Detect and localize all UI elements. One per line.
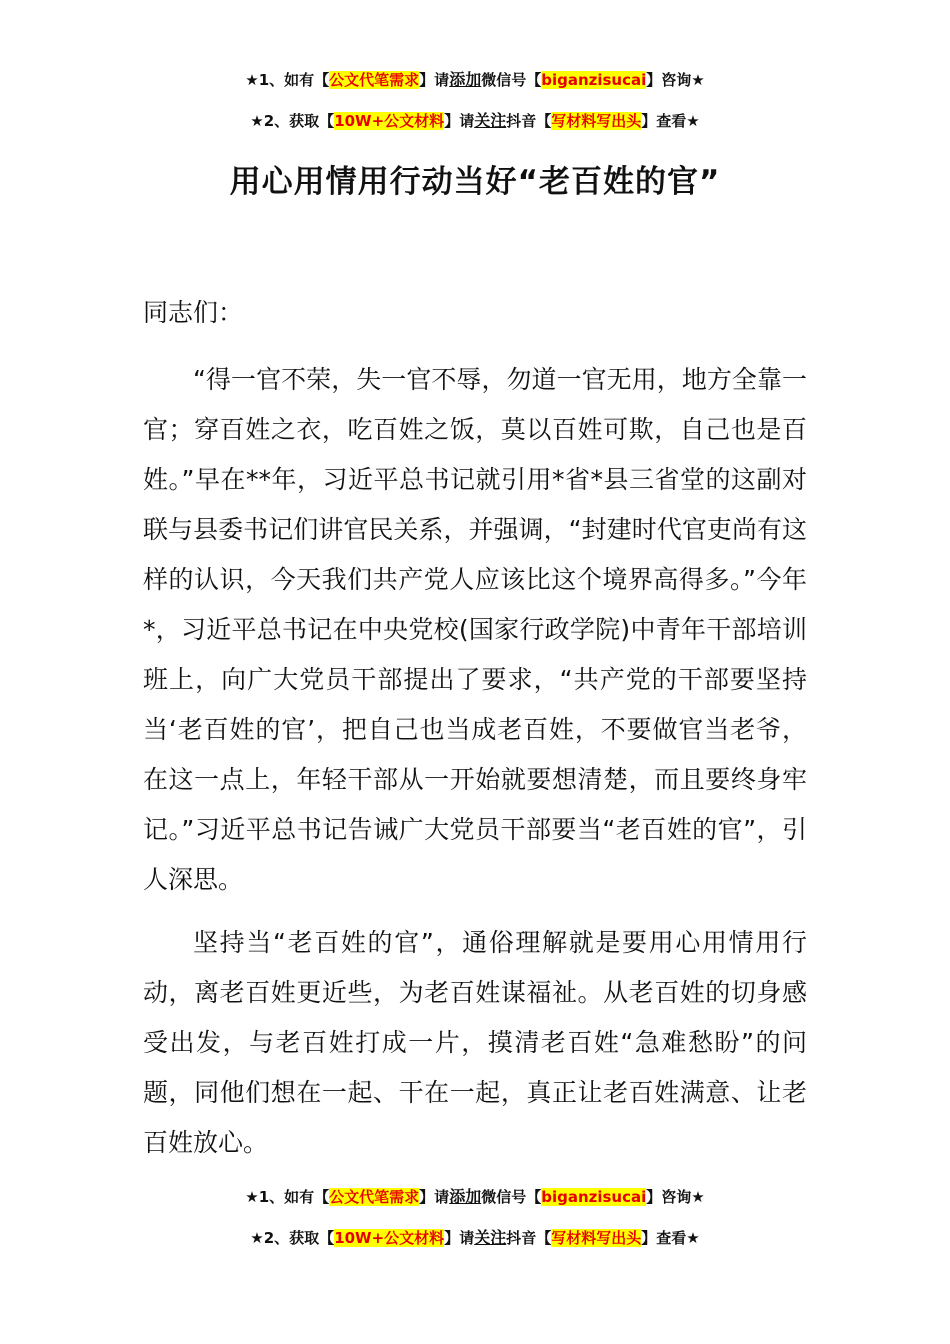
promo-text: 】请 xyxy=(419,71,450,89)
promo-text: 】请 xyxy=(419,1188,450,1206)
promo-action-follow: 关注 xyxy=(474,1228,507,1247)
promo-text: 】请 xyxy=(444,1229,475,1247)
promo-text: 】查看★ xyxy=(641,112,700,130)
promo-text: 】咨询★ xyxy=(646,1188,705,1206)
promo-line-2-bottom xyxy=(0,1227,950,1249)
promo-highlight-douyin: 写材料写出头 xyxy=(551,112,642,130)
promo-text: 】查看★ xyxy=(641,1229,700,1247)
promo-text: ★2、获取【 xyxy=(250,112,335,130)
promo-text: 抖音【 xyxy=(506,1229,552,1247)
promo-action-follow: 关注 xyxy=(474,111,507,130)
promo-text: ★1、如有【 xyxy=(245,71,330,89)
promo-action-add: 添加 xyxy=(449,70,482,89)
promo-text: 】咨询★ xyxy=(646,71,705,89)
promo-highlight-douyin: 写材料写出头 xyxy=(551,1229,642,1247)
promo-text: 微信号【 xyxy=(481,71,542,89)
document-title: 用心用情用行动当好“老百姓的官” xyxy=(229,164,721,200)
promo-text: ★2、获取【 xyxy=(250,1229,335,1247)
promo-highlight-materials: 10W+公文材料 xyxy=(334,1229,445,1247)
promo-text: 】请 xyxy=(444,112,475,130)
promo-highlight-wechat: biganzisucai xyxy=(541,71,647,89)
promo-highlight-materials: 10W+公文材料 xyxy=(334,112,445,130)
paragraph-2: 坚持当“老百姓的官”，通俗理解就是要用心用情用行动，离老百姓更近些，为老百姓谋福祉。从老百姓的切身感受出发，与老百姓打成一片，摸清老百姓“急难愁盼”的问题，同他们想在一起、干在一起，真正让老百姓满意、让老百姓放心。 xyxy=(143,928,807,1157)
paragraph-1: “得一官不荣，失一官不辱，勿道一官无用，地方全靠一官；穿百姓之衣，吃百姓之饭，莫以百姓可欺，自己也是百姓。”早在**年，习近平总书记就引用*省*县三省堂的这副对联与县委书记们讲官民关系，并强调，“封建时代官吏尚有这样的认识，今天我们共产党人应该比这个境界高得多。”今年*，习近平总书记在中央党校(国家行政学院)中青年干部培训班上，向广大党员干部提出了要求，“共产党的干部要坚持当‘老百姓的官’，把自己也当成老百姓，不要做官当老爷，在这一点上，年轻干部从一开始就要想清楚，而且要终身牢记。”习近平总书记告诫广大党员干部要当“老百姓的官”，引人深思。 xyxy=(143,365,807,894)
promo-action-add: 添加 xyxy=(449,1187,482,1206)
promo-line-2-top xyxy=(0,110,950,132)
promo-text: 抖音【 xyxy=(506,112,552,130)
promo-text: 微信号【 xyxy=(481,1188,542,1206)
promo-highlight-wechat: biganzisucai xyxy=(541,1188,647,1206)
promo-line-1-bottom xyxy=(0,1186,950,1208)
promo-highlight-service: 公文代笔需求 xyxy=(329,71,420,89)
promo-text: ★1、如有【 xyxy=(245,1188,330,1206)
salutation: 同志们： xyxy=(143,298,244,327)
promo-highlight-service: 公文代笔需求 xyxy=(329,1188,420,1206)
promo-line-1-top xyxy=(0,69,950,91)
